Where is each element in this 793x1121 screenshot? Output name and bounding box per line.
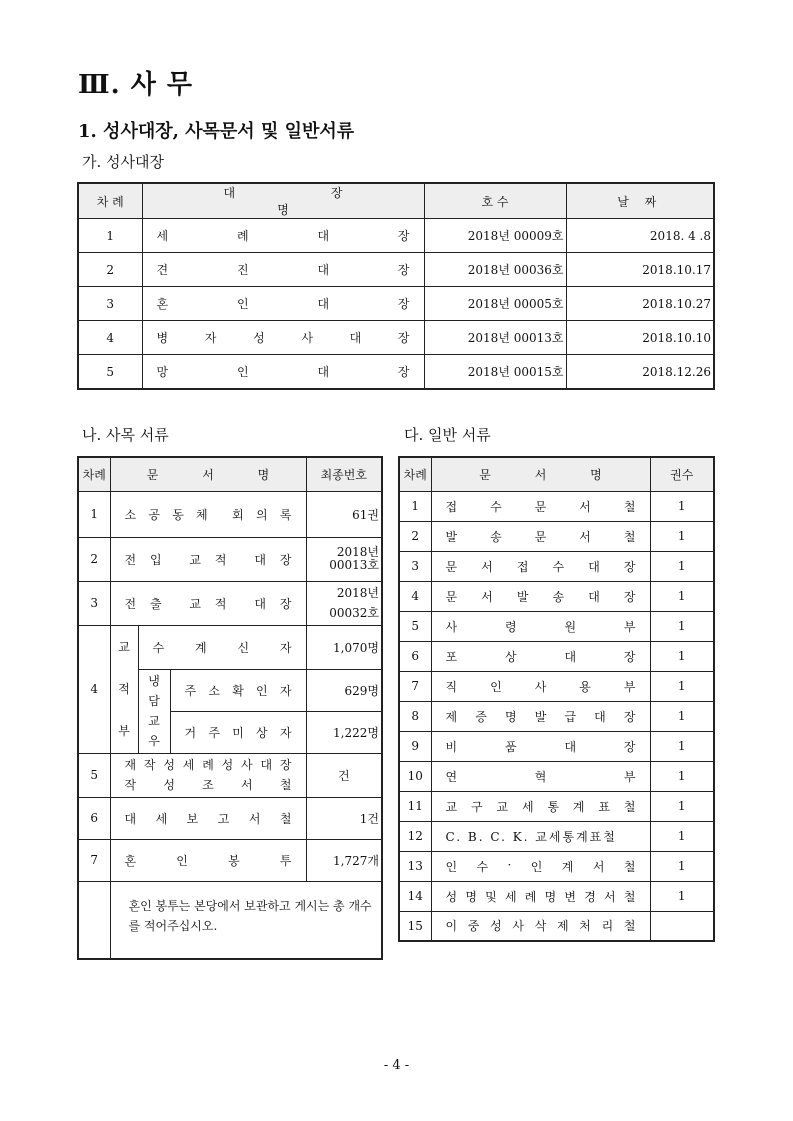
row-number: 11 — [399, 791, 431, 821]
row-number: 3 — [78, 581, 110, 625]
spread-text: 문 서 발 송 대 장 — [445, 589, 636, 604]
spread-text: 연 혁 부 — [445, 769, 636, 784]
pastoral-header-row — [78, 457, 382, 491]
final-number: 1건 — [306, 797, 382, 839]
note-text: 혼인 봉투는 본당에서 보관하고 게시는 총 개수를 적어주십시오. — [110, 881, 382, 959]
volume-count: 1 — [650, 851, 714, 881]
table-row — [399, 491, 714, 521]
spread-text: 세 례 대 장 — [156, 229, 410, 243]
table-row — [399, 551, 714, 581]
registry-date: 2018.10.17 — [566, 253, 714, 287]
spread-text: 사 령 원 부 — [445, 619, 636, 634]
final-number — [306, 581, 382, 625]
volume-count: 1 — [650, 581, 714, 611]
document-name — [431, 671, 650, 701]
row-number: 4 — [78, 321, 142, 355]
group-char: 교 — [118, 640, 130, 654]
document-name — [431, 851, 650, 881]
header-cell: 날 짜 — [566, 183, 714, 219]
pastoral-title: 나. 사목 서류 — [82, 426, 169, 444]
row-number: 2 — [78, 253, 142, 287]
row-number: 1 — [78, 219, 142, 253]
registry-number: 2018년 00015호 — [424, 355, 566, 390]
row-number: 1 — [399, 491, 431, 521]
final-number: 61권 — [306, 491, 382, 537]
volume-count: 1 — [650, 881, 714, 911]
group-char: 적 — [118, 682, 130, 696]
spread-text: 인 수 · 인 계 서 철 — [445, 857, 636, 874]
document-name — [431, 821, 650, 851]
final-number-line: 2018년 — [336, 545, 379, 559]
table-row — [399, 641, 714, 671]
spread-text: 소 공 동 체 회 의 록 — [124, 507, 292, 522]
spread-text: 문 서 접 수 대 장 — [445, 559, 636, 574]
volume-count: 1 — [650, 641, 714, 671]
spread-text: 성 명 및 세 례 명 변 경 서 철 — [445, 889, 636, 904]
document-name — [170, 669, 306, 711]
table-row — [399, 611, 714, 641]
sub-char: 교 — [148, 714, 160, 728]
table-row — [399, 761, 714, 791]
plain-text: C. B. C. K. 교세통계표철 — [445, 829, 617, 844]
document-name — [431, 521, 650, 551]
registry-number: 2018년 00013호 — [424, 321, 566, 355]
final-number: 1,070명 — [306, 625, 382, 669]
table-row — [399, 671, 714, 701]
spread-text: 주 소 확 인 자 — [184, 683, 292, 698]
spread-text: 전 입 교 적 대 장 — [124, 552, 292, 567]
header-cell: 문 서 명 — [431, 457, 650, 491]
table-row — [399, 821, 714, 851]
header-cell: 차 례 — [78, 183, 142, 219]
document-name — [431, 641, 650, 671]
table-row — [78, 625, 382, 669]
document-name — [431, 881, 650, 911]
row-number: 4 — [399, 581, 431, 611]
document-name — [431, 911, 650, 941]
sub-char: 담 — [148, 694, 160, 708]
spread-text: 수 계 신 자 — [152, 640, 292, 655]
volume-count: 1 — [650, 821, 714, 851]
table-row — [399, 851, 714, 881]
row-number: 13 — [399, 851, 431, 881]
registry-number: 2018년 00005호 — [424, 287, 566, 321]
general-title: 다. 일반 서류 — [404, 426, 491, 444]
row-number: 7 — [78, 839, 110, 881]
registry-number: 2018년 00009호 — [424, 219, 566, 253]
document-name — [431, 791, 650, 821]
row-number: 8 — [399, 701, 431, 731]
row-number: 9 — [399, 731, 431, 761]
table-row — [399, 581, 714, 611]
registry-name — [142, 321, 424, 355]
registry-number: 2018년 00036호 — [424, 253, 566, 287]
spread-text: 대 세 보 고 서 철 — [124, 811, 292, 826]
spread-text: 교 구 교 세 통 계 표 철 — [445, 799, 636, 814]
registry-name — [142, 355, 424, 390]
table-row — [78, 537, 382, 581]
row-number: 12 — [399, 821, 431, 851]
row-number: 2 — [78, 537, 110, 581]
spread-text: 직 인 사 용 부 — [445, 679, 636, 694]
document-name — [110, 753, 306, 797]
final-number-line: 00032호 — [329, 606, 379, 620]
volume-count: 1 — [650, 551, 714, 581]
registry-name — [142, 287, 424, 321]
final-number: 629명 — [306, 669, 382, 711]
general-table — [398, 456, 715, 942]
spread-text: 혼 인 대 장 — [156, 297, 410, 311]
final-number-line: 2018년 — [336, 586, 379, 600]
volume-count: 1 — [650, 611, 714, 641]
final-number — [306, 537, 382, 581]
sub-char: 우 — [148, 734, 160, 748]
document-name — [431, 701, 650, 731]
table-row — [399, 881, 714, 911]
document-name — [110, 537, 306, 581]
spread-text: 이 중 성 사 삭 제 처 리 철 — [445, 919, 636, 934]
document-name — [431, 761, 650, 791]
spread-text: 재 작 성 세 례 성 사 대 장 — [124, 758, 292, 772]
document-name — [170, 711, 306, 753]
document-name — [431, 611, 650, 641]
spread-text: 접 수 문 서 철 — [445, 499, 636, 514]
row-number: 4 — [78, 625, 110, 753]
spread-text: 작 성 조 서 철 — [124, 778, 292, 792]
registry-header-row — [78, 183, 714, 219]
row-number: 2 — [399, 521, 431, 551]
document-name — [110, 581, 306, 625]
document-name — [138, 625, 306, 669]
document-name — [431, 551, 650, 581]
document-name — [110, 839, 306, 881]
row-number: 3 — [399, 551, 431, 581]
table-row — [78, 797, 382, 839]
table-row — [78, 491, 382, 537]
registry-date: 2018. 4 .8 — [566, 219, 714, 253]
table-row — [78, 581, 382, 625]
final-number: 건 — [306, 753, 382, 797]
group-char: 부 — [118, 724, 130, 738]
registry-date: 2018.10.27 — [566, 287, 714, 321]
table-row — [78, 753, 382, 797]
spread-text: 망 인 대 장 — [156, 365, 410, 379]
spread-text: 거 주 미 상 자 — [184, 725, 292, 740]
sub-label-naengdam — [138, 669, 170, 753]
table-row — [78, 219, 714, 253]
row-number: 10 — [399, 761, 431, 791]
registry-date: 2018.10.10 — [566, 321, 714, 355]
volume-count: 1 — [650, 701, 714, 731]
spread-text: 제 증 명 발 급 대 장 — [445, 709, 636, 724]
final-number: 1,222명 — [306, 711, 382, 753]
table-row — [399, 731, 714, 761]
spread-text: 전 출 교 적 대 장 — [124, 596, 292, 611]
header-cell: 차례 — [399, 457, 431, 491]
general-header-row — [399, 457, 714, 491]
registry-name — [142, 253, 424, 287]
document-name — [431, 731, 650, 761]
document-name — [431, 581, 650, 611]
row-number: 5 — [78, 753, 110, 797]
volume-count: 1 — [650, 761, 714, 791]
subsection-title: 1. 성사대장, 사목문서 및 일반서류 — [78, 121, 355, 142]
registry-date: 2018.12.26 — [566, 355, 714, 390]
table-row — [78, 253, 714, 287]
volume-count: 1 — [650, 671, 714, 701]
registry-table — [77, 182, 715, 390]
spread-text: 견 진 대 장 — [156, 263, 410, 277]
header-cell: 대 장 명 — [142, 183, 424, 219]
document-name — [110, 797, 306, 839]
registry-title: 가. 성사대장 — [82, 153, 164, 171]
registry-name — [142, 219, 424, 253]
spread-text: 포 상 대 장 — [445, 649, 636, 664]
note-empty-cell — [78, 881, 110, 959]
header-cell: 권수 — [650, 457, 714, 491]
row-number: 5 — [399, 611, 431, 641]
table-row — [78, 839, 382, 881]
header-cell: 호 수 — [424, 183, 566, 219]
table-row — [399, 701, 714, 731]
document-name — [431, 491, 650, 521]
header-cell: 문 서 명 — [110, 457, 306, 491]
table-row — [78, 321, 714, 355]
spread-text: 발 송 문 서 철 — [445, 529, 636, 544]
pastoral-table — [77, 456, 383, 960]
table-row — [399, 521, 714, 551]
table-row — [78, 287, 714, 321]
row-number: 7 — [399, 671, 431, 701]
row-number: 6 — [399, 641, 431, 671]
row-number: 14 — [399, 881, 431, 911]
table-row — [399, 791, 714, 821]
spread-text: 혼 인 봉 투 — [124, 853, 292, 868]
table-row — [78, 355, 714, 390]
spread-text: 병 자 성 사 대 장 — [156, 331, 410, 345]
header-cell: 차례 — [78, 457, 110, 491]
document-name — [110, 491, 306, 537]
spread-text: 비 품 대 장 — [445, 739, 636, 754]
note-row — [78, 881, 382, 959]
row-number: 15 — [399, 911, 431, 941]
volume-count: 1 — [650, 731, 714, 761]
sub-char: 냉 — [148, 674, 160, 688]
page-number: - 4 - — [383, 1058, 410, 1073]
table-row — [399, 911, 714, 941]
row-number: 3 — [78, 287, 142, 321]
final-number-line: 00013호 — [329, 558, 379, 572]
row-number: 6 — [78, 797, 110, 839]
group-label-gyojeokbu — [110, 625, 138, 753]
row-number: 1 — [78, 491, 110, 537]
section-title: Ⅲ. 사 무 — [78, 70, 194, 100]
header-cell: 최종번호 — [306, 457, 382, 491]
final-number: 1,727개 — [306, 839, 382, 881]
volume-count: 1 — [650, 491, 714, 521]
volume-count: 1 — [650, 791, 714, 821]
row-number: 5 — [78, 355, 142, 390]
volume-count: 1 — [650, 521, 714, 551]
volume-count — [650, 911, 714, 941]
